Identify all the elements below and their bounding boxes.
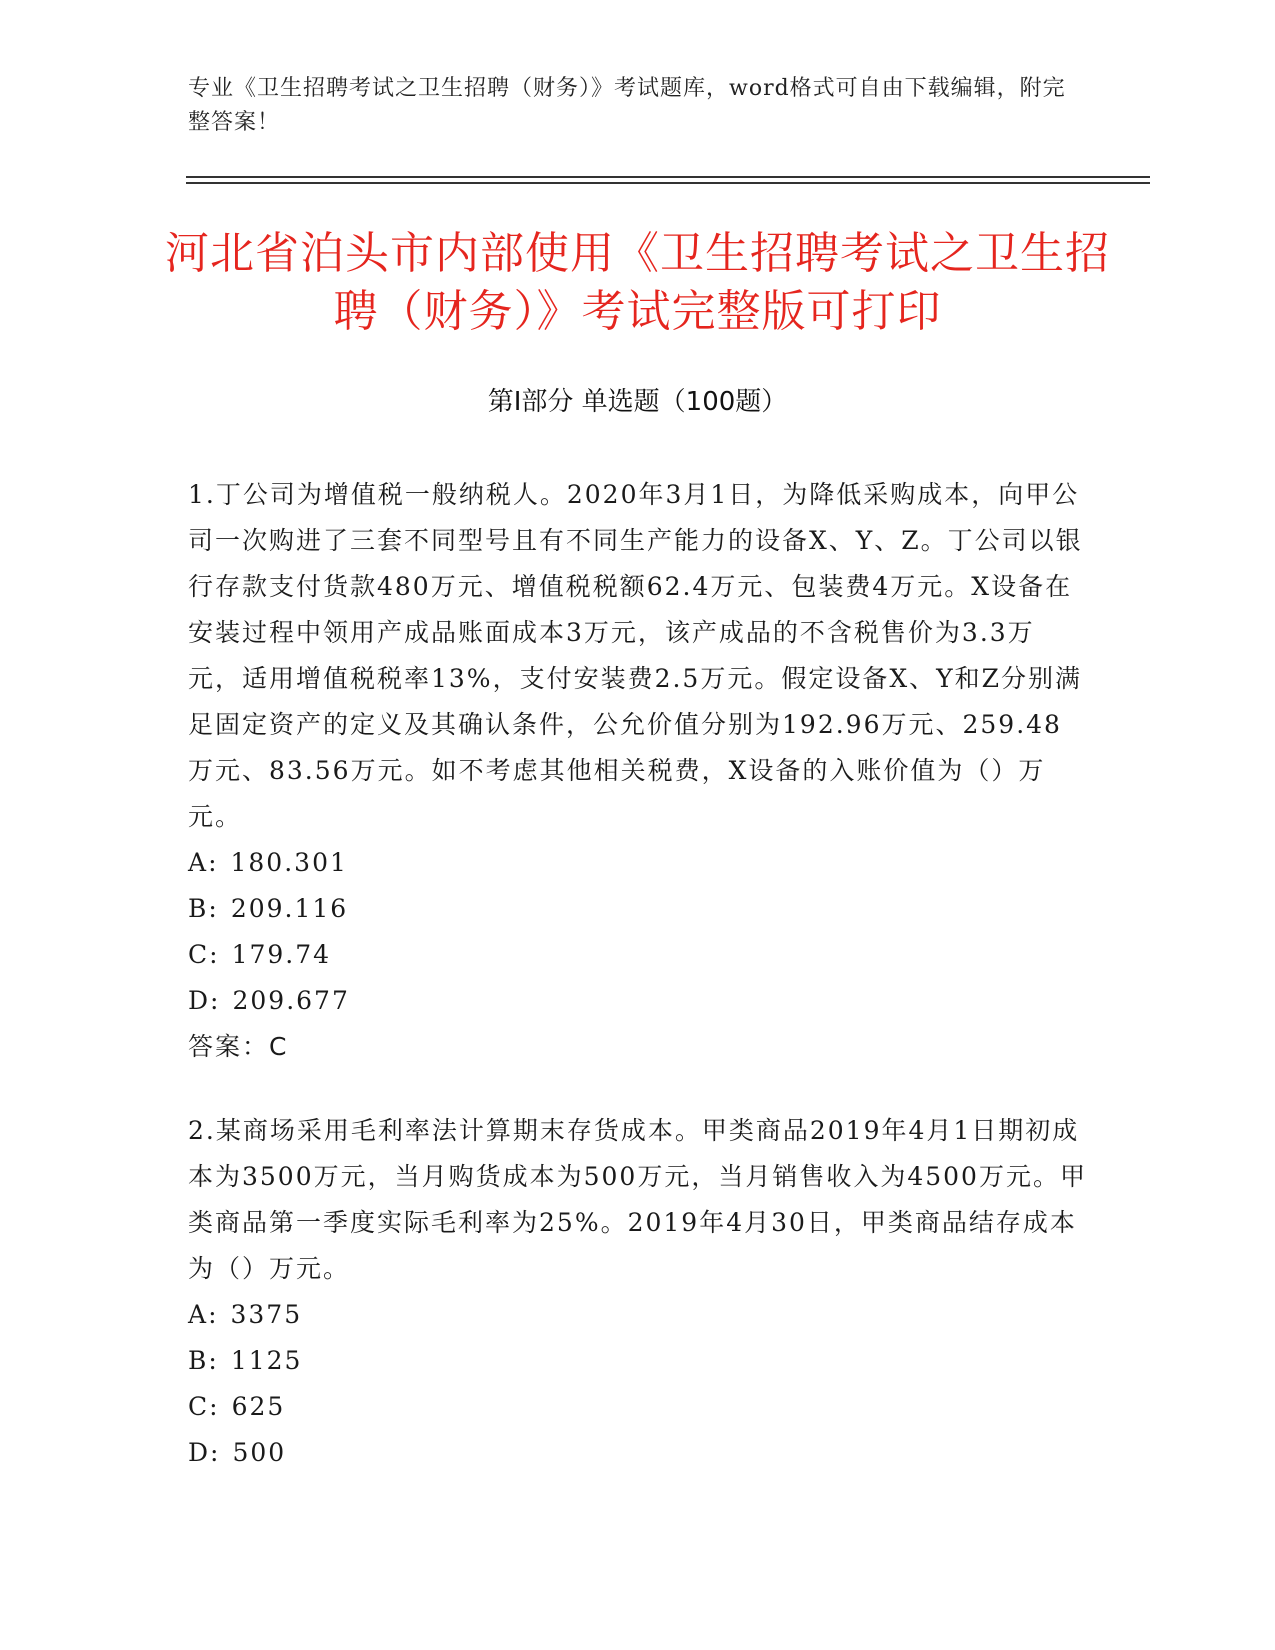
option-value: 3375	[230, 1300, 303, 1329]
option-separator: :	[210, 986, 221, 1015]
option-label: A	[188, 1300, 209, 1329]
header-note: 专业《卫生招聘考试之卫生招聘（财务）》考试题库，word格式可自由下载编辑，附完整答案！	[188, 76, 1066, 135]
option-a	[188, 840, 1088, 886]
header-divider-top	[186, 176, 1150, 178]
option-a	[188, 1292, 1088, 1338]
option-value: 625	[231, 1392, 286, 1421]
option-c	[188, 1384, 1088, 1430]
option-label: C	[188, 1392, 210, 1421]
document-title: 河北省泊头市内部使用《卫生招聘考试之卫生招聘（财务）》考试完整版可打印	[165, 228, 1110, 337]
option-separator: :	[210, 1438, 221, 1467]
option-separator: :	[208, 894, 219, 923]
question-1	[188, 472, 1088, 1070]
option-label: A	[188, 848, 209, 877]
option-b	[188, 1338, 1088, 1384]
option-c	[188, 932, 1088, 978]
section-title: 第Ⅰ部分 单选题（100题）	[487, 387, 788, 417]
option-value: 209.116	[230, 894, 349, 923]
option-separator: :	[209, 940, 220, 969]
option-label: B	[188, 894, 209, 923]
option-d	[188, 1430, 1088, 1476]
option-separator: :	[209, 1392, 220, 1421]
header-divider-bottom	[186, 182, 1150, 184]
option-value: 209.677	[232, 986, 350, 1015]
question-2	[188, 1108, 1088, 1476]
option-label: C	[188, 940, 210, 969]
option-label: B	[188, 1346, 209, 1375]
option-separator: :	[208, 848, 219, 877]
option-label: D	[188, 1438, 211, 1467]
answer-line: 答案：C	[188, 1032, 289, 1061]
question-stem: 1.丁公司为增值税一般纳税人。2020年3月1日，为降低采购成本，向甲公司一次购进了三套不同型号且有不同生产能力的设备X、Y、Z。丁公司以银行存款支付货款480万元、增值税税额62.4万元、包装费4万元。X设备在安装过程中领用产成品账面成本3万元，该产成品的不含税售价为3.3万元，适用增值税税率13%，支付安装费2.5万元。假定设备X、Y和Z分别满足固定资产的定义及其确认条件，公允价值分别为192.96万元、259.48万元、83.56万元。如不考虑其他相关税费，X设备的入账价值为（）万元。	[188, 480, 1083, 831]
option-value: 180.301	[230, 848, 348, 877]
option-b	[188, 886, 1088, 932]
option-value: 1125	[230, 1346, 303, 1375]
option-label: D	[188, 986, 211, 1015]
option-separator: :	[208, 1346, 219, 1375]
option-d	[188, 978, 1088, 1024]
option-value: 179.74	[231, 940, 332, 969]
question-stem: 2.某商场采用毛利率法计算期末存货成本。甲类商品2019年4月1日期初成本为3500万元，当月购货成本为500万元，当月销售收入为4500万元。甲类商品第一季度实际毛利率为25%。2019年4月30日，甲类商品结存成本为（）万元。	[188, 1116, 1087, 1283]
option-separator: :	[208, 1300, 219, 1329]
option-value: 500	[232, 1438, 287, 1467]
